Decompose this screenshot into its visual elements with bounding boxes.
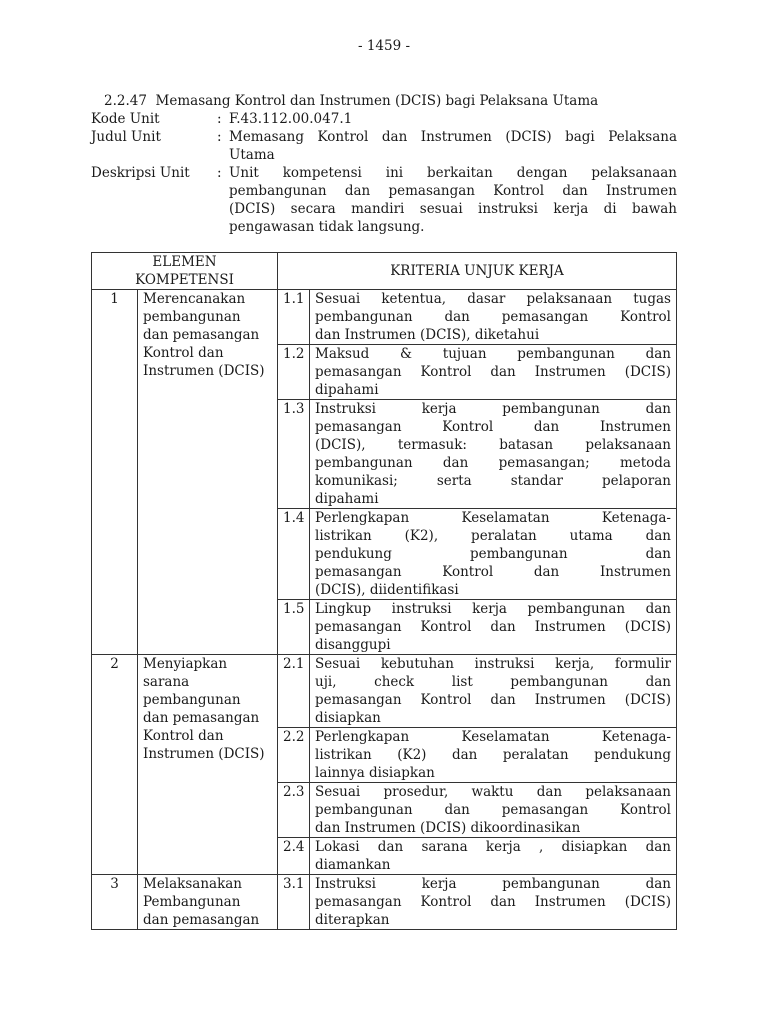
criteria-text-line: pemasangan Kontrol dan Instrumen (315, 564, 671, 580)
criteria-text-line: dan Instrumen (DCIS), diketahui (315, 327, 540, 343)
criteria-text-line: dipahami (315, 382, 379, 398)
element-number: 1 (92, 290, 138, 655)
criteria-text (310, 838, 677, 875)
criteria-number: 1.3 (278, 400, 310, 509)
table-row (92, 875, 677, 930)
table-row (92, 290, 677, 345)
criteria-text-line: listrikan (K2) dan peralatan pendukung (315, 747, 671, 763)
table-body (92, 290, 677, 930)
criteria-number: 1.2 (278, 345, 310, 400)
criteria-text (310, 728, 677, 783)
criteria-text-line: dan Instrumen (DCIS) dikoordinasikan (315, 820, 581, 836)
element-name (138, 655, 278, 875)
table-row (92, 655, 677, 728)
criteria-text-line: lainnya disiapkan (315, 765, 435, 781)
criteria-text-line: listrikan (K2), peralatan utama dan (315, 528, 671, 544)
criteria-text-line: pemasangan Kontrol dan Instrumen (DCIS) (315, 619, 671, 635)
deskripsi-unit-label: Deskripsi Unit (91, 165, 190, 181)
page-number: - 1459 - (357, 38, 411, 54)
criteria-number: 1.4 (278, 509, 310, 600)
table-header-row (92, 253, 677, 290)
header-elemen-kompetensi: ELEMEN KOMPETENSI (92, 253, 278, 290)
separator: : (217, 165, 222, 181)
criteria-text-line: pembangunan dan pemasangan Kontrol (315, 802, 671, 818)
section-heading (104, 92, 598, 110)
section-number: 2.2.47 (104, 93, 147, 109)
criteria-text-line: disanggupi (315, 637, 391, 653)
header-kriteria-unjuk-kerja: KRITERIA UNJUK KERJA (278, 253, 677, 290)
judul-unit-line: Utama (229, 147, 275, 163)
criteria-number: 2.1 (278, 655, 310, 728)
element-name-line: pembangunan (143, 309, 241, 325)
competency-table (91, 252, 677, 930)
criteria-text-line: komunikasi; serta standar pelaporan (315, 473, 671, 489)
separator: : (217, 129, 222, 145)
element-name-line: Instrumen (DCIS) (143, 363, 265, 379)
unit-info (91, 110, 677, 236)
element-name-line: Kontrol dan (143, 345, 224, 361)
criteria-text-line: pendukung pembangunan dan (315, 546, 671, 562)
criteria-text-line: (DCIS), diidentifikasi (315, 582, 459, 598)
criteria-text (310, 345, 677, 400)
element-name-line: Pembangunan (143, 894, 241, 910)
criteria-text-line: diterapkan (315, 912, 390, 928)
element-name-line: Merencanakan (143, 291, 246, 307)
element-name (138, 875, 278, 930)
criteria-text (310, 783, 677, 838)
criteria-number: 2.3 (278, 783, 310, 838)
element-name-line: dan pemasangan (143, 710, 260, 726)
criteria-text-line: pembangunan dan pemasangan; metoda (315, 455, 671, 471)
judul-unit-value (229, 128, 677, 164)
criteria-text (310, 400, 677, 509)
criteria-number: 2.2 (278, 728, 310, 783)
kode-unit-row (91, 110, 677, 128)
criteria-text-line: Perlengkapan Keselamatan Ketenaga- (315, 729, 671, 745)
criteria-text-line: Lingkup instruksi kerja pembangunan dan (315, 601, 671, 617)
criteria-text-line: Perlengkapan Keselamatan Ketenaga- (315, 510, 671, 526)
element-name-line: dan pemasangan (143, 327, 260, 343)
criteria-text-line: (DCIS), termasuk: batasan pelaksanaan (315, 437, 671, 453)
criteria-text-line: Instruksi kerja pembangunan dan (315, 876, 671, 892)
criteria-number: 3.1 (278, 875, 310, 930)
criteria-text-line: Lokasi dan sarana kerja , disiapkan dan (315, 839, 671, 855)
deskripsi-unit-line: pengawasan tidak langsung. (229, 219, 425, 235)
element-name-line: sarana (143, 674, 190, 690)
criteria-number: 2.4 (278, 838, 310, 875)
criteria-text-line: uji, check list pembangunan dan (315, 674, 671, 690)
element-name-line: Instrumen (DCIS) (143, 746, 265, 762)
deskripsi-unit-row (91, 164, 677, 236)
judul-unit-line: Memasang Kontrol dan Instrumen (DCIS) bagi Pelaksana (229, 129, 677, 145)
criteria-text (310, 509, 677, 600)
criteria-text-line: pemasangan Kontrol dan Instrumen (DCIS) (315, 894, 671, 910)
criteria-text-line: Maksud & tujuan pembangunan dan (315, 346, 671, 362)
element-number: 3 (92, 875, 138, 930)
criteria-text (310, 600, 677, 655)
kode-unit-value: F.43.112.00.047.1 (229, 111, 353, 127)
judul-unit-row (91, 128, 677, 164)
criteria-text-line: Instruksi kerja pembangunan dan (315, 401, 671, 417)
criteria-text-line: pembangunan dan pemasangan Kontrol (315, 309, 671, 325)
criteria-text-line: disiapkan (315, 710, 381, 726)
criteria-number: 1.1 (278, 290, 310, 345)
criteria-text (310, 290, 677, 345)
criteria-number: 1.5 (278, 600, 310, 655)
element-name-line: dan pemasangan (143, 912, 260, 928)
deskripsi-unit-value (229, 164, 677, 236)
element-name-line: Melaksanakan (143, 876, 243, 892)
deskripsi-unit-line: (DCIS) secara mandiri sesuai instruksi kerja di bawah (229, 201, 677, 217)
deskripsi-unit-line: Unit kompetensi ini berkaitan dengan pelaksanaan (229, 165, 677, 181)
criteria-text-line: Sesuai ketentua, dasar pelaksanaan tugas (315, 291, 671, 307)
judul-unit-label: Judul Unit (91, 129, 161, 145)
criteria-text-line: Sesuai prosedur, waktu dan pelaksanaan (315, 784, 671, 800)
section-title: Memasang Kontrol dan Instrumen (DCIS) bagi Pelaksana Utama (155, 93, 599, 109)
criteria-text-line: Sesuai kebutuhan instruksi kerja, formulir (315, 656, 671, 672)
criteria-text-line: pemasangan Kontrol dan Instrumen (DCIS) (315, 692, 671, 708)
element-name-line: Kontrol dan (143, 728, 224, 744)
criteria-text-line: pemasangan Kontrol dan Instrumen (315, 419, 671, 435)
element-number: 2 (92, 655, 138, 875)
criteria-text (310, 875, 677, 930)
criteria-text-line: pemasangan Kontrol dan Instrumen (DCIS) (315, 364, 671, 380)
separator: : (217, 111, 222, 127)
deskripsi-unit-line: pembangunan dan pemasangan Kontrol dan Instrumen (229, 183, 677, 199)
element-name-line: Menyiapkan (143, 656, 228, 672)
element-name-line: pembangunan (143, 692, 241, 708)
criteria-text (310, 655, 677, 728)
criteria-text-line: dipahami (315, 491, 379, 507)
element-name (138, 290, 278, 655)
criteria-text-line: diamankan (315, 857, 391, 873)
kode-unit-label: Kode Unit (91, 111, 160, 127)
